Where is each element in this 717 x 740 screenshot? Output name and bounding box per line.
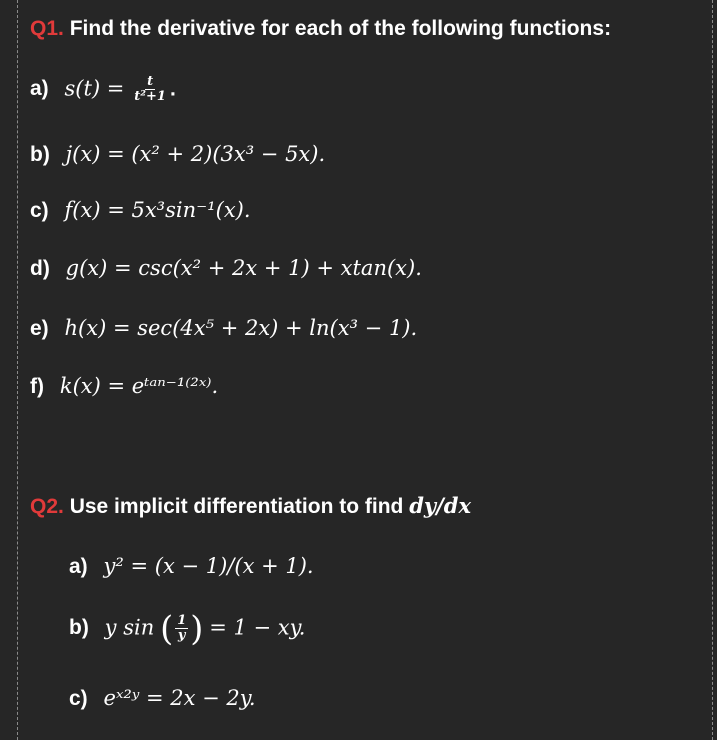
q2-heading [30, 493, 471, 519]
q1-item-e [30, 316, 417, 341]
parenthesized-fraction [160, 609, 204, 648]
fraction-numerator: 1 [177, 612, 187, 628]
item-label: c) [69, 687, 88, 710]
q1-item-f [30, 374, 218, 399]
math-expression: j(x) = (x² + 2)(3x³ − 5x). [65, 142, 326, 166]
fraction-denominator: y [177, 628, 186, 644]
math-expression: f(x) = 5x³sin⁻¹(x). [64, 198, 251, 222]
q1-item-a [30, 75, 176, 105]
math-lhs: y sin [104, 615, 155, 640]
item-label: b) [69, 616, 89, 640]
item-label: e) [30, 317, 49, 340]
q1-item-c [30, 198, 251, 223]
q2-item-b [69, 609, 306, 648]
q1-title: Find the derivative for each of the following functions: [69, 17, 612, 40]
q2-item-c [69, 686, 256, 711]
item-label: c) [30, 199, 49, 222]
q1-heading [30, 17, 611, 41]
math-expression: k(x) = eᵗᵃⁿ⁻¹⁽²ˣ⁾. [59, 374, 219, 398]
right-paren: ) [190, 609, 204, 648]
fraction-numerator: t [147, 74, 154, 89]
item-label: f) [30, 375, 44, 398]
math-expression: h(x) = sec(4x⁵ + 2x) + ln(x³ − 1). [64, 316, 418, 340]
fraction-denominator: t²+1 [134, 89, 166, 105]
item-label: d) [30, 257, 50, 280]
q1-number: Q1. [30, 17, 64, 40]
q2-title-math: dy/dx [409, 493, 471, 518]
item-label: a) [69, 555, 88, 578]
math-expression: g(x) = csc(x² + 2x + 1) + xtan(x). [65, 256, 422, 280]
q2-number: Q2. [30, 495, 64, 518]
math-end: . [169, 77, 176, 101]
right-margin-rule [712, 0, 713, 740]
fraction [175, 614, 188, 644]
math-lhs: s(t) = [64, 76, 125, 101]
fraction [132, 75, 168, 105]
q1-item-d [30, 256, 422, 281]
math-expression: eˣ²ʸ = 2x − 2y. [103, 686, 256, 710]
math-expression: y² = (x − 1)/(x + 1). [103, 554, 314, 578]
item-label: b) [30, 143, 50, 166]
q2-title: Use implicit differentiation to find [69, 495, 404, 518]
left-paren: ( [160, 609, 174, 648]
left-margin-rule [17, 0, 18, 740]
q2-item-a [69, 554, 314, 579]
q1-item-b [30, 142, 325, 167]
item-label: a) [30, 77, 49, 101]
math-rhs: = 1 − xy. [209, 615, 306, 640]
